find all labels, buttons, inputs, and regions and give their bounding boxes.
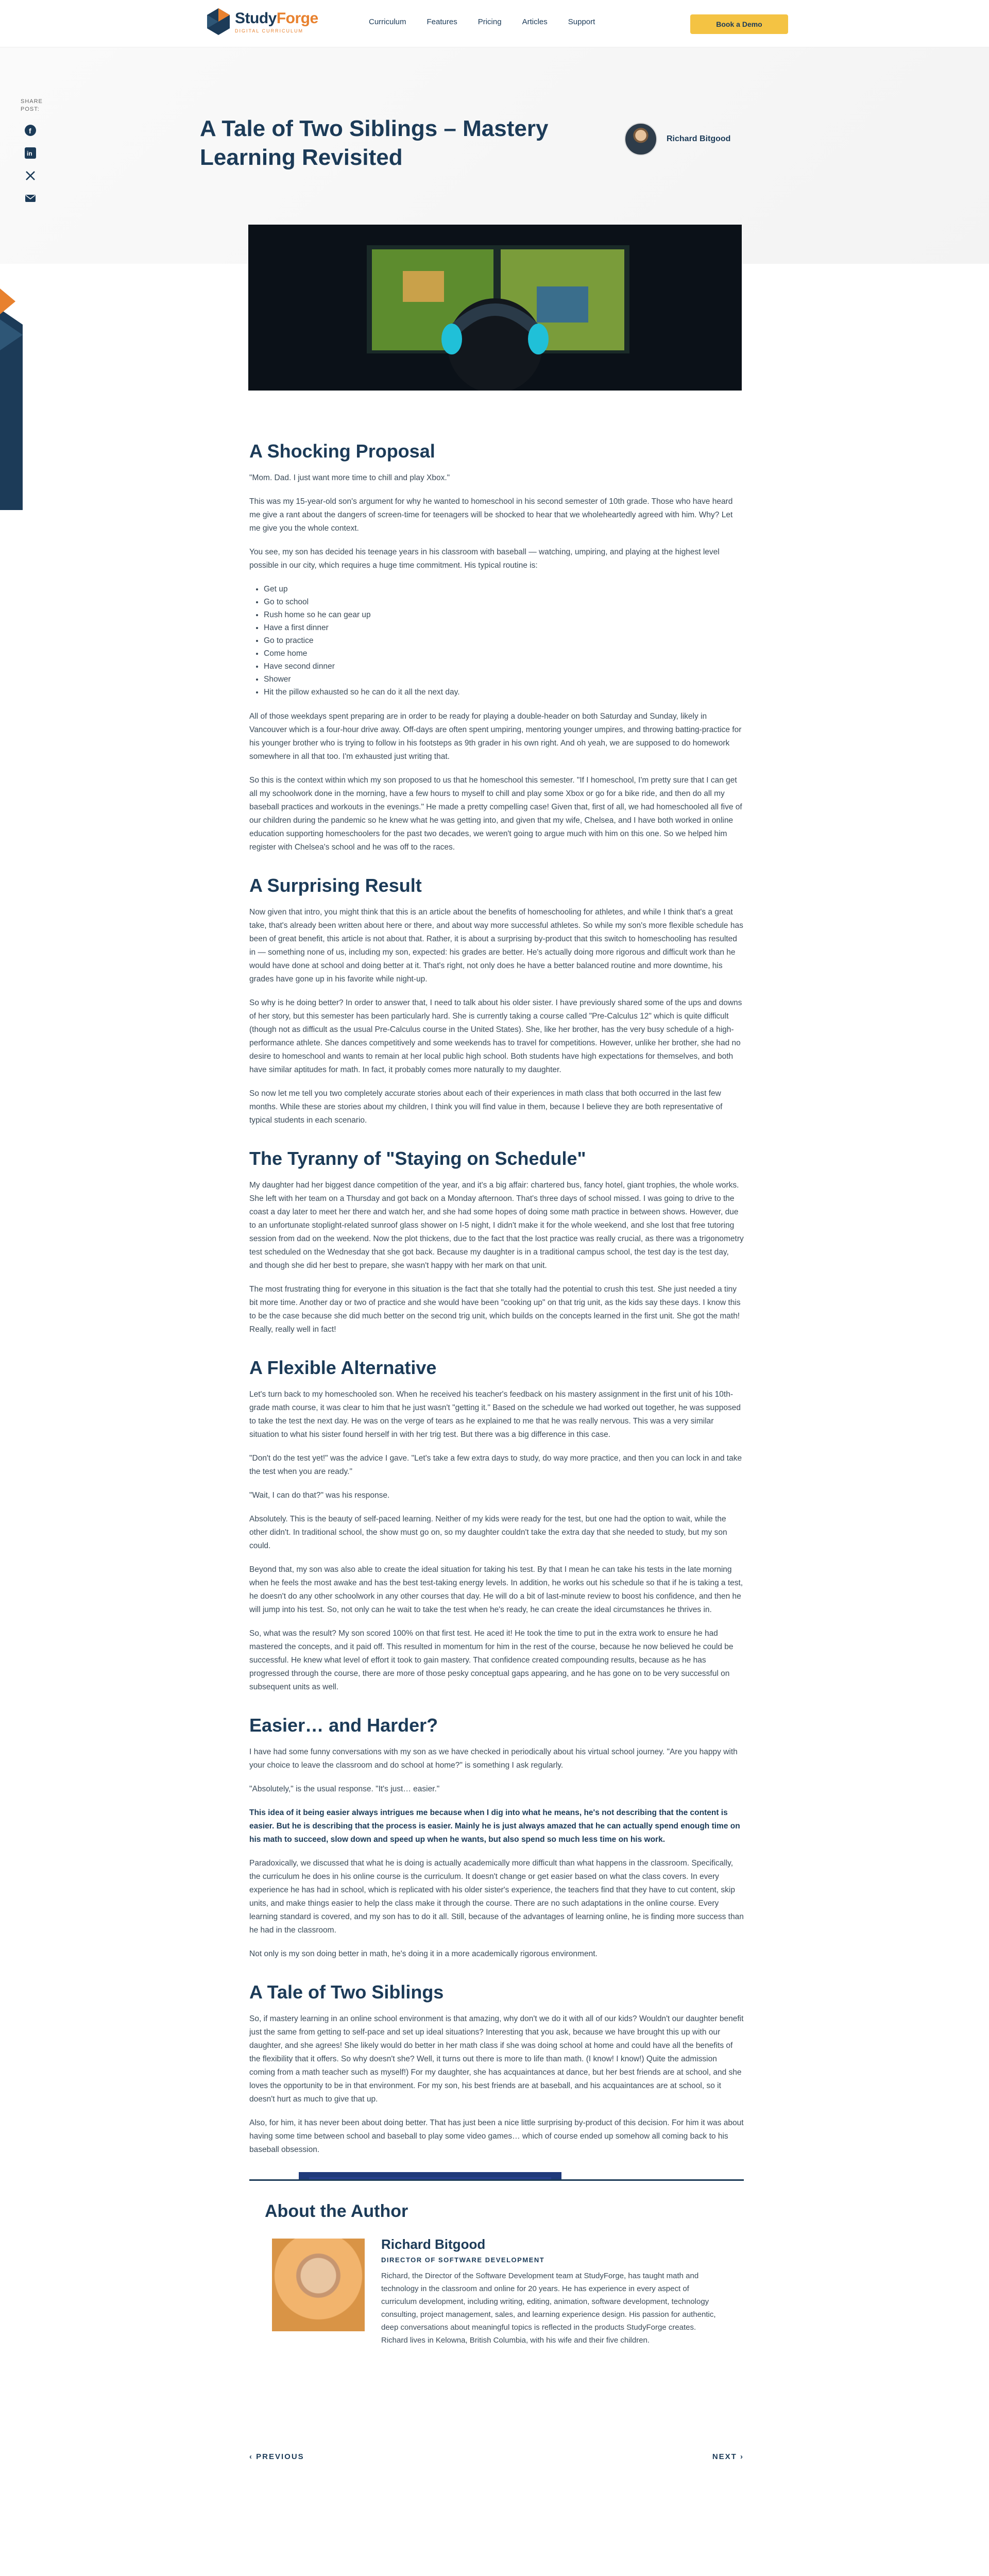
nav-features[interactable]: Features bbox=[427, 18, 457, 26]
paragraph: This was my 15-year-old son's argument for why he wanted to homeschool in his second semester of 10th grade. Those who have heard me give a rant about the dangers of screen-time for teenagers will be shocked to hear that we wholeheartedly agreed with him. Why? Let me give you the whole context. bbox=[249, 497, 733, 533]
next-link[interactable]: NEXT › bbox=[712, 2452, 744, 2461]
nav-pricing[interactable]: Pricing bbox=[478, 18, 502, 26]
author-name: Richard Bitgood bbox=[667, 134, 731, 143]
previous-link[interactable]: ‹ PREVIOUS bbox=[249, 2452, 304, 2461]
about-heading: About the Author bbox=[265, 2201, 408, 2221]
avatar bbox=[624, 123, 657, 156]
paragraph: The most frustrating thing for everyone in this situation is the fact that she totally had the potential to crush this test. She just needed a tiny bit more time. Another day or two of practice and she would have been "cooking up" on that trig unit, as the kids say these days. I know this to be the case because she did much better on the second trig unit, which builds on the concepts learned in the first unit. She got the math! Really, really well in fact! bbox=[249, 1285, 741, 1334]
heading-tale-of-two-siblings: A Tale of Two Siblings bbox=[249, 1981, 444, 2003]
paragraph: Not only is my son doing better in math, he's doing it in a more academically rigorous environment. bbox=[249, 1950, 598, 1958]
share-bar bbox=[21, 98, 41, 204]
list-item: • Get up bbox=[264, 583, 744, 596]
paragraph: All of those weekdays spent preparing are in order to be ready for playing a double-header on both Saturday and Sunday, likely in Vancouver which is a four-hour drive away. Off-days are often spent umpiring, mentoring younger umpires, and throwing batting-practice for his younger brother who is trying to follow in his footsteps as 9th grader in his own right. And oh yeah, we are supposed to do homework somewhere in all that too. I'm exhausted just writing that. bbox=[249, 712, 742, 761]
logo-icon bbox=[206, 7, 231, 36]
paragraph: I have had some funny conversations with my son as we have checked in periodically about his virtual school journey. "Are you happy with your choice to leave the classroom and do school at home?" is something I ask regularly. bbox=[249, 1748, 738, 1770]
logo-name: StudyForge bbox=[235, 10, 318, 27]
list-item: • Have a first dinner bbox=[264, 621, 744, 634]
paragraph: "Don't do the test yet!" was the advice I gave. "Let's take a few extra days to study, do way more practice, and then you can lock in and take the test when you are ready." bbox=[249, 1454, 742, 1476]
paragraph: So, if mastery learning in an online school environment is that amazing, why don't we do it with all of our kids? Wouldn't our daughter benefit just the same from getting to self-pace and set up ideal situations? Interesting that you ask, because we have brought this up with our daughter, and she agrees! She likely would do better in her math class if she was doing school at home and could have all the benefits of the flexibility that it offers. So why doesn't she? Well, it turns out there is more to life than math. (I know! I know!) Quite the admission coming from a math teacher such as myself!) For my daughter, she has acquaintances at dance, but her best friends are at school, and she loves the opportunity to be in that environment. For my son, his best friends are at baseball, and his acquaintances are at school, so it doesn't hurt as much to give that up. bbox=[249, 2014, 744, 2104]
list-item: • Go to school bbox=[264, 596, 744, 608]
site-header bbox=[0, 0, 989, 47]
linkedin-icon[interactable] bbox=[25, 147, 36, 159]
author-byline[interactable] bbox=[624, 123, 730, 156]
decorative-shapes bbox=[0, 289, 23, 510]
nav-curriculum[interactable]: Curriculum bbox=[369, 18, 406, 26]
paragraph: So why is he doing better? In order to answer that, I need to talk about his older sister. I have previously shared some of the ups and downs of her story, but this semester has been particularly hard. She is currently taking a course called "Pre-Calculus 12" which is quite difficult (though not as difficult as the usual Pre-Calculus course in the United States). She, like her brother, has the very busy schedule of a high-performance athlete. She dances competitively and some weekends has to travel for competitions. However, unlike her brother, she had no desire to homeschool and wants to remain at her local public high school. Both students have high expectations for themselves, and both have similar aptitudes for math. In fact, it probably comes more naturally to my daughter. bbox=[249, 998, 742, 1074]
emphasis-paragraph: This idea of it being easier always intrigues me because when I dig into what he means, he's not describing that the content is easier. But he is describing that the process is easier. Mainly he is just always amazed that he can actually spend enough time on his math to succeed, slow down and speed up when he wants, but also spend so much less time on his work. bbox=[249, 1808, 740, 1844]
paragraph: Let's turn back to my homeschooled son. When he received his teacher's feedback on his mastery assignment in the first unit of his 10th-grade math course, it was clear to him that he just wasn't "getting it." Based on the schedule we had worked out together, he was supposed to take the test the next day. He was on the verge of tears as he explained to me that he was really nervous. This was a very similar situation to what his sister found herself in with her trig test. But there was a big difference in this case. bbox=[249, 1390, 741, 1439]
list-item: • Shower bbox=[264, 673, 744, 686]
heading-tyranny: The Tyranny of "Staying on Schedule" bbox=[249, 1148, 586, 1169]
svg-text:f: f bbox=[29, 127, 31, 135]
hero-image bbox=[248, 225, 742, 391]
article-body bbox=[249, 420, 744, 2368]
routine-list bbox=[264, 583, 744, 699]
paragraph: Also, for him, it has never been about doing better. That has just been a nice little surprising by-product of this decision. For him it was about having some time between school and baseball to play some video games… which of course ended up somehow all coming back to his baseball obsession. bbox=[249, 2119, 744, 2154]
heading-easier-harder: Easier… and Harder? bbox=[249, 1715, 438, 1736]
paragraph: You see, my son has decided his teenage years in his classroom with baseball — watching, umpiring, and playing at the highest level possible in our city, which requires a huge time commitment. His typical routine is: bbox=[249, 548, 720, 570]
paragraph: So this is the context within which my son proposed to us that he homeschool this semester. "If I homeschool, I'm pretty sure that I can get all my schoolwork done in the morning, have a few hours to myself to chill and play some Xbox or go for a bike ride, and then do all my baseball practices and workouts in the evenings." He made a pretty compelling case! Given that, first of all, we had homeschooled all five of our children during the pandemic so he knew what he was getting into, and given that my wife, Chelsea, and I have both worked in online education supporting homeschoolers for the past two decades, we weren't going to argue much with him on this one. So we helped him register with Chelsea's school and he was off to the races. bbox=[249, 776, 742, 852]
list-item: • Have second dinner bbox=[264, 660, 744, 673]
list-item: • Rush home so he can gear up bbox=[264, 608, 744, 621]
list-item: • Come home bbox=[264, 647, 744, 660]
logo-tagline: DIGITAL CURRICULUM bbox=[235, 28, 304, 33]
facebook-icon[interactable] bbox=[25, 125, 36, 136]
paragraph: Paradoxically, we discussed that what he is doing is actually academically more difficult than what happens in the classroom. Specifically, the curriculum he does in his online course is the curriculum. It doesn't change or get easier based on what the class covers. In every experience he has had in school, which is replicated with his older sister's experience, the teachers find that they have to cut content, skip units, and make things easier to help the class make it through the course. There are no such adaptations in the online course. Every learning standard is covered, and my son has to do it all. Still, because of the advantages of learning online, he is finding more success than he had in the classroom. bbox=[249, 1859, 744, 1935]
heading-flexible-alternative: A Flexible Alternative bbox=[249, 1357, 437, 1378]
paragraph: "Absolutely," is the usual response. "It's just… easier." bbox=[249, 1785, 440, 1793]
chevron-left-icon: ‹ bbox=[249, 2452, 257, 2461]
paragraph: Beyond that, my son was also able to create the ideal situation for taking his test. By that I mean he can take his tests in the late morning when he feels the most awake and has the best test-taking energy levels. In addition, he works out his schedule so that if he is taking a test, he doesn't do any other schoolwork in any other courses that day. He will do a bit of last-minute review to boost his confidence, and then he will jump into his test. So, not only can he wait to take the test when he's ready, he can create the ideal circumstances he thrives in. bbox=[249, 1565, 743, 1614]
x-icon[interactable] bbox=[25, 170, 36, 181]
list-item: • Go to practice bbox=[264, 634, 744, 647]
about-author-role: DIRECTOR OF SOFTWARE DEVELOPMENT bbox=[381, 2256, 545, 2264]
about-author-name: Richard Bitgood bbox=[381, 2236, 486, 2252]
heading-shocking-proposal: A Shocking Proposal bbox=[249, 440, 435, 462]
paragraph: "Wait, I can do that?" was his response. bbox=[249, 1491, 390, 1500]
paragraph: Absolutely. This is the beauty of self-paced learning. Neither of my kids were ready for the test, but one had the option to wait, while the other didn't. In traditional school, the show must go on, so my daughter couldn't take the extra day that she needed to study, but my son could. bbox=[249, 1515, 727, 1550]
svg-text:in: in bbox=[27, 150, 32, 157]
chevron-right-icon: › bbox=[737, 2452, 744, 2461]
about-author bbox=[249, 2181, 744, 2387]
paragraph: So now let me tell you two completely accurate stories about each of their experiences in math class that both occurred in the last few months. While these are stories about my children, I think you will find value in them, because I believe they are both representative of typical students in each scenario. bbox=[249, 1089, 723, 1125]
share-label: SHARE POST: bbox=[21, 98, 43, 112]
paragraph: Now given that intro, you might think that this is an article about the benefits of homeschooling for athletes, and while I think that's a great take, that's already been written about here or there, and about way more successful athletes. So while my son's more flexible schedule has been of great benefit, this article is not about that. Rather, it is about a surprising by-product that this switch to homeschooling has resulted in — something none of us, including my son, expected: his grades are better. He's actually doing more rigorous and difficult work than he would have done at school and doing better at it. That's right, not only does he have a better balanced routine and more downtime, his grades have gone up in his favorite while night-up. bbox=[249, 908, 743, 984]
book-demo-button[interactable]: Book a Demo bbox=[690, 14, 788, 34]
author-photo bbox=[272, 2239, 365, 2331]
main-nav bbox=[369, 18, 595, 26]
paragraph: "Mom. Dad. I just want more time to chill and play Xbox." bbox=[249, 473, 450, 482]
list-item: • Hit the pillow exhausted so he can do it all the next day. bbox=[264, 686, 744, 699]
about-author-bio: Richard, the Director of the Software Development team at StudyForge, has taught math and technology in the classroom and online for 20 years. He has experience in every aspect of curriculum development, including writing, editing, animation, software development, technology consulting, project management, sales, and learning experience design. His passion for authentic, deep conversations about meaningful topics is reflected in the products StudyForge creates. Richard lives in Kelowna, British Columbia, with his wife and their five children. bbox=[381, 2272, 716, 2345]
page-title: A Tale of Two Siblings – Mastery Learning Revisited bbox=[200, 116, 549, 170]
gamer-illustration bbox=[248, 225, 742, 391]
nav-articles[interactable]: Articles bbox=[522, 18, 548, 26]
heading-surprising-result: A Surprising Result bbox=[249, 875, 422, 896]
paragraph: My daughter had her biggest dance competition of the year, and it's a big affair: chartered bus, fancy hotel, giant trophies, the whole works. She left with her team on a Thursday and got back on a Monday afternoon. That's three days of school missed. I was going to drive to the coast a day later to meet her there and watch her, and she had some hopes of doing some math practice in between shows. However, due to an unfortunate stoplight-related sunroof glass shower on I-5 night, I didn't make it for the whole weekend, and she lost that free tutoring session from dad on the weekend. Now the plot thickens, due to the fact that the lost practice was really crucial, as there was a trigonometry test scheduled on the Wednesday that she got back. Because my daughter is in a traditional campus school, the test day is the test day, and though she did her best to prepare, she wasn't happy with her mark on that unit. bbox=[249, 1181, 744, 1270]
nav-support[interactable]: Support bbox=[568, 18, 595, 26]
paragraph: So, what was the result? My son scored 100% on that first test. He aced it! He took the time to put in the extra work to ensure he had mastered the concepts, and it paid off. This resulted in momentum for him in the rest of the course, because he now believed he could be successful. He knew what level of effort it took to gain mastery. That confidence created compounding results, because as he has progressed through the course, there are more of those pesky conceptual gaps appearing, and he has gone on to be very successful on subsequent units as well. bbox=[249, 1629, 734, 1691]
logo[interactable] bbox=[206, 7, 318, 36]
email-icon[interactable] bbox=[25, 193, 36, 204]
